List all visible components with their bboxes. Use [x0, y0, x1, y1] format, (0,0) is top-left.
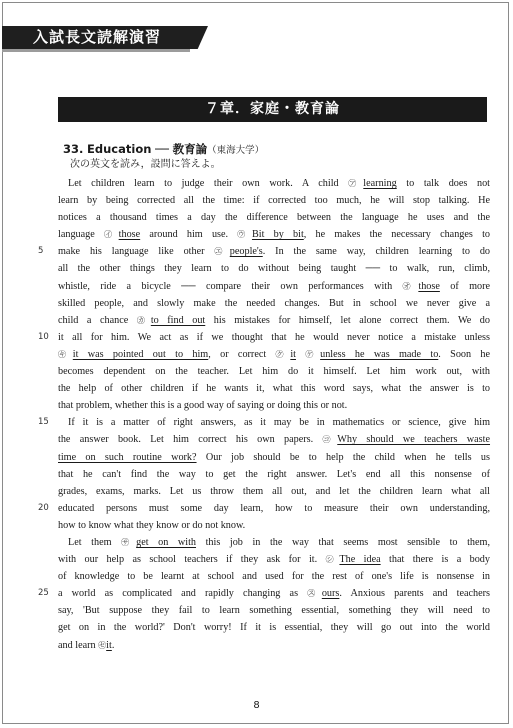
- passage-line: all the other things they learn to do without being taught ── to walk, run, climb,: [58, 263, 490, 275]
- passage-line: that problem, whether this is a good way of saying or doing this or not.: [58, 400, 348, 412]
- title-dash: ──: [155, 142, 169, 156]
- marker: ㋓: [214, 247, 230, 257]
- marker: ㋙: [322, 435, 338, 445]
- marker: ㋝: [98, 640, 107, 650]
- underlined-phrase: Why should we teachers waste: [337, 434, 491, 446]
- line-number: 15: [38, 417, 49, 428]
- passage-line: the answer book. Let him correct his own papers. ㋙Why should we teachers waste: [58, 434, 491, 446]
- passage-line: 15 If it is a matter of right answers, as it may be in mathematics or science, give him: [58, 414, 490, 431]
- underlined-phrase: unless he was made to: [320, 348, 439, 360]
- marker: ㋔: [402, 281, 419, 291]
- passage-line: 10 it all for him. We act as if we thought that he would never notice a mistake unless: [58, 329, 490, 346]
- passage-line: ㋖it was pointed out to him, or correct ㋗it ㋘unless he was made to. Soon he: [58, 348, 491, 360]
- passage-line: with our help as school teachers if they ask for it. ㋛The idea that there is a body: [58, 554, 490, 566]
- underlined-phrase: those: [418, 280, 440, 292]
- underlined-phrase: time on such routine work?: [58, 451, 197, 463]
- underlined-phrase: Bit by bit: [251, 229, 304, 241]
- chapter-title: ７章．家庭・教育論: [58, 97, 487, 122]
- passage-line: Let them ㋚get on with this job in the way that seems most sensible to them,: [68, 536, 491, 548]
- passage-line: of knowledge to be learnt at school and used for the rest of one's life is nonsense in: [58, 571, 490, 583]
- underlined-phrase: it: [290, 348, 296, 360]
- marker: ㋗: [275, 349, 291, 359]
- marker: ㋖: [58, 349, 73, 359]
- passage-line: Let children learn to judge their own work. A child ㋐learning to talk does not: [68, 178, 491, 189]
- passage-line: grades, exams, marks. Let us throw them all out, and let the children learn what all: [58, 485, 490, 497]
- marker: ㋐: [348, 179, 364, 188]
- marker: ㋚: [121, 537, 137, 547]
- question-number: 33.: [63, 142, 84, 156]
- underlined-phrase: learning: [363, 178, 397, 189]
- question-heading: [63, 141, 264, 159]
- underlined-phrase: to find out: [150, 314, 206, 326]
- passage-line: get on in the world?' Don't worry! If it is essential, they will go out into the world: [58, 622, 490, 634]
- passage-line: say, 'But suppose they fail to learn something essential, something they will need to: [58, 605, 490, 617]
- question-source: （東海大学）: [207, 145, 265, 156]
- passage-line: time on such routine work? Our job should be to help the child when he tells us: [58, 451, 490, 463]
- underlined-phrase: those: [118, 229, 141, 241]
- header-title: 入試長文読解演習: [33, 28, 162, 46]
- underlined-phrase: get on with: [136, 536, 197, 548]
- underlined-phrase: it was pointed out to him: [72, 348, 209, 360]
- passage-line: child a chance ㋕to find out his mistakes for himself, let alone correct them. We do: [58, 314, 490, 326]
- question-title-en: Education: [87, 142, 152, 156]
- marker: ㋒: [237, 230, 252, 240]
- passage-line: language ㋑those around him use. ㋒Bit by bit, he makes the necessary changes to: [58, 229, 491, 241]
- page-number: 8: [253, 700, 260, 711]
- line-number: 5: [38, 246, 44, 257]
- passage-line: notices a thousand times a day the difference between the language he uses and the: [58, 212, 490, 224]
- underlined-phrase: it: [106, 639, 112, 651]
- passage-line: 20 educated persons must some day learn, how to measure their own understanding,: [58, 500, 490, 517]
- line-number: 25: [38, 588, 49, 599]
- underlined-phrase: The idea: [339, 554, 381, 566]
- passage-line: whistle, ride a bicycle ── compare their own performances with ㋔those of more: [58, 280, 491, 292]
- marker: ㋘: [305, 349, 321, 359]
- line-number: 10: [38, 331, 49, 342]
- marker: ㋕: [136, 315, 151, 325]
- marker: ㋛: [325, 555, 340, 565]
- question-instruction: 次の英文を読み，設問に答えよ。: [70, 159, 221, 170]
- underlined-phrase: people's: [229, 246, 263, 258]
- header-stripe: [2, 49, 190, 52]
- underlined-phrase: ours: [321, 588, 340, 600]
- line-number: 20: [38, 502, 49, 513]
- marker: ㋑: [103, 230, 119, 240]
- passage: [38, 175, 491, 654]
- passage-line: learn by being corrected all the time: if corrected too much, he will stop talking. He: [58, 195, 490, 207]
- passage-line: how to know what they know or do not know.: [58, 519, 246, 531]
- marker: ㋜: [307, 589, 322, 599]
- passage-line: that he can't find the way to get the right answer. Let's end all this nonsense of: [58, 468, 490, 480]
- passage-line: the help of other children if he wants it, what this word says, what the answer is to: [58, 383, 490, 395]
- question-title-jp: 教育論: [172, 142, 208, 156]
- passage-line: becomes dependent on the teacher. Let him do it himself. Let him work out, with: [58, 366, 490, 378]
- passage-line: 5 make his language like other ㋓people's. In the same way, children learning to do: [58, 243, 490, 260]
- passage-line: and learn ㋝it.: [58, 639, 115, 651]
- passage-line: skilled people, and slowly make the needed changes. But in school we never give a: [58, 297, 490, 309]
- passage-line: 25 a world as complicated and rapidly changing as ㋜ours. Anxious parents and teachers: [58, 585, 490, 602]
